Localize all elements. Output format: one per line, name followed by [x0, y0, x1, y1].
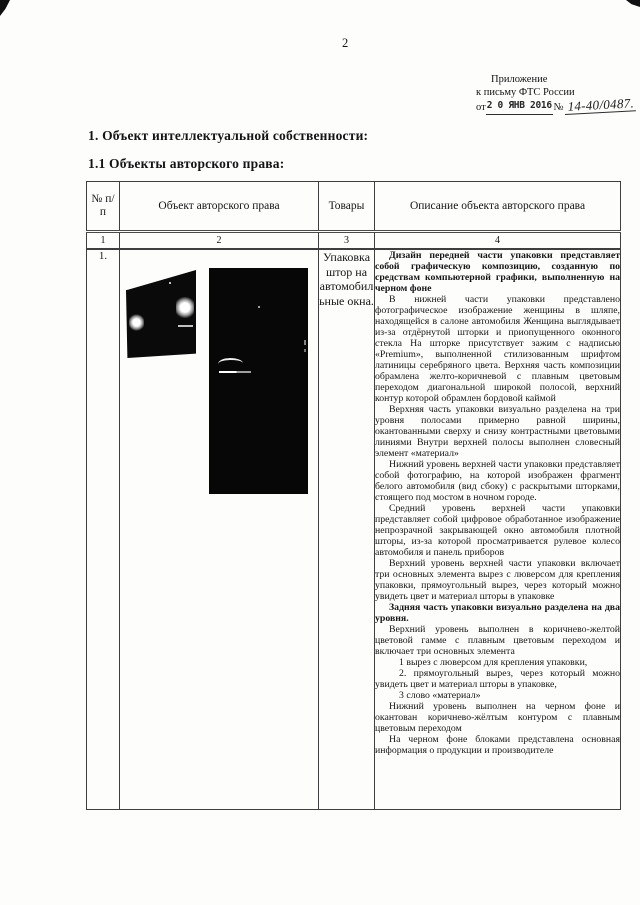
- col-header-goods: Товары: [319, 182, 375, 232]
- date-stamp: 2 0 ЯНВ 2016: [486, 100, 553, 115]
- col-number: 2: [120, 232, 319, 250]
- car-silhouette: [218, 358, 243, 367]
- appendix-title: Приложение: [491, 74, 548, 85]
- copyright-objects-table: [86, 181, 621, 810]
- col-header-num: № п/п: [87, 182, 120, 232]
- row-number-cell: 1.: [87, 249, 120, 810]
- description-paragraph: Задняя часть упаковки визуально разделена на два уровня.: [375, 602, 620, 624]
- description-paragraph: В нижней части упаковки представлено фотографическое изображение женщины в шляпе, находящейся в салоне автомобиля Женщина выглядывает из-за отдёрнутой шторки и приопущенного оконного стекла На шторке присутствует зажим с надписью «Premium», выполненной стилизованным шрифтом латиницы серебряного цвета. Верхняя часть композиции обрамлена желто-коричневой с плавным цветовым переходом диагональной широкой полосой, верхний контур которой обрамлен бордовой каймой: [375, 294, 620, 404]
- page-number: 2: [342, 36, 349, 50]
- description-paragraph: Верхний уровень выполнен в коричнево-желтой цветовой гамме с плавным цветовым переходом и включает три основных элемента: [375, 624, 620, 657]
- scan-artifact-top-right: [626, 0, 640, 7]
- goods-cell: Упаковка штор на автомобильные окна.: [319, 249, 375, 810]
- description-paragraph: 2. прямоугольный вырез, через который можно увидеть цвет и материал шторы в упаковке,: [375, 668, 620, 690]
- description-paragraph: Нижний уровень выполнен на черном фоне и окантован коричнево-жёлтым контуром с плавным цветовым переходом: [375, 701, 620, 734]
- photo-highlight: [258, 306, 260, 308]
- photo-highlight: [176, 296, 194, 319]
- number-sign: №: [553, 102, 564, 113]
- object-images-cell: [120, 249, 319, 810]
- col-number: 4: [375, 232, 621, 250]
- appendix-block: [476, 74, 636, 115]
- col-header-description: Описание объекта авторского права: [375, 182, 621, 232]
- packaging-back-photo: [209, 268, 308, 494]
- photo-highlight: [178, 325, 193, 327]
- description-paragraph: На черном фоне блоками представлена основная информация о продукции и производителе: [375, 734, 620, 756]
- appendix-letter-line: к письму ФТС России: [476, 86, 575, 98]
- photo-highlight: [304, 349, 306, 352]
- subsection-heading: 1.1 Объекты авторского права:: [88, 156, 285, 171]
- description-paragraph: 3 слово «материал»: [399, 690, 481, 701]
- photo-highlight: [169, 282, 171, 284]
- col-number: 3: [319, 232, 375, 250]
- description-paragraph: 1 вырез с люверсом для крепления упаковки,: [399, 657, 588, 668]
- section-heading: 1. Объект интеллектуальной собственности:: [88, 128, 369, 143]
- col-number: 1: [87, 232, 120, 250]
- table-header-row: [87, 182, 621, 232]
- description-paragraph: Средний уровень верхней части упаковки представляет собой цифровое обработанное изображение непрозрачной закрывающей окно автомобиля плотной шторы, из-за которой просматривается рулевое колесо автомобиля и панель приборов: [375, 503, 620, 558]
- description-cell: [375, 249, 621, 810]
- car-silhouette: [219, 371, 251, 373]
- description-paragraph: Верхний уровень верхней части упаковки включает три основных элемента вырез с люверсом для крепления упаковки, прямоугольный вырез, через который можно увидеть цвет и материал шторы в упаковке: [375, 558, 620, 602]
- photo-highlight: [304, 340, 306, 345]
- handwritten-number: 14-40/0487.: [564, 97, 636, 114]
- appendix-date-number-line: [476, 95, 636, 115]
- scan-artifact-top-left: [0, 0, 10, 16]
- column-numbers-row: [87, 232, 621, 250]
- description-paragraph: Верхняя часть упаковки визуально разделена на три уровня полосами примерно равной ширины, окантованными сверху и снизу контрастными цветовыми линиями Внутри верхней полосы выполнен словесный элемент «материал»: [375, 404, 620, 459]
- table-row: [87, 249, 621, 810]
- col-header-object: Объект авторского права: [120, 182, 319, 232]
- description-paragraph: Дизайн передней части упаковки представляет собой графическую композицию, созданную по средствам компьютерной графики, выполненную на черном фоне: [375, 250, 620, 294]
- photo-highlight: [129, 314, 144, 331]
- description-paragraph: Нижний уровень верхней части упаковки представляет собой фотографию, на которой изображен фрагмент белого автомобиля (вид сбоку) с раскрытыми шторками, стоящего под мостом в ночном городе.: [375, 459, 620, 503]
- packaging-front-photo: [126, 270, 196, 358]
- from-label: от: [476, 102, 486, 113]
